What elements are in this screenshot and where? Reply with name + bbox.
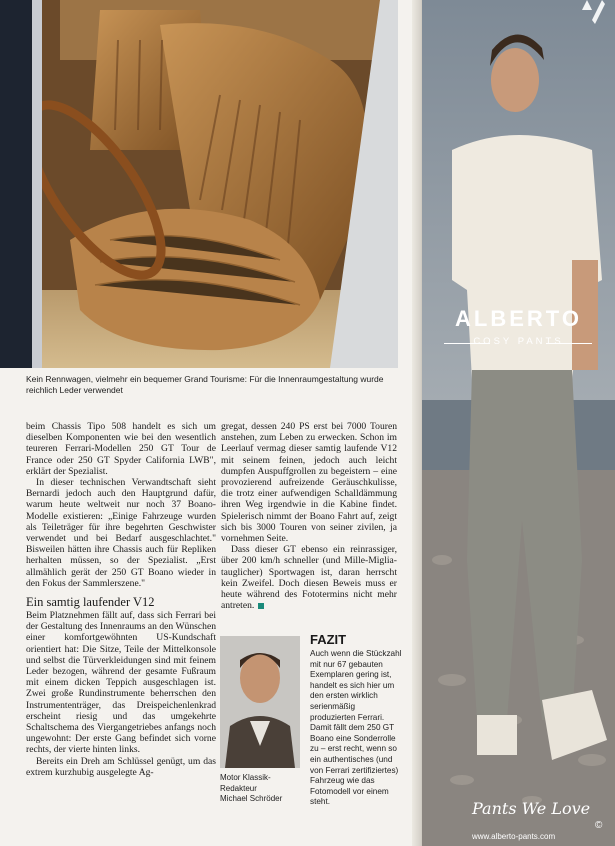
author-photo (220, 636, 300, 768)
copyright-mark: © (595, 820, 603, 831)
paragraph: gregat, dessen 240 PS erst bei 7000 Touren anstehen, zum Leben zu erwecken. Schon im Leerlauf vermag dieser samtig laufende V12 mit seinem feinen, jedoch auch leicht dumpfen Auspuffgrollen zu begeistern – eine provozierend aufreizende Geräuschkulisse, die trotz einer aufwendigen Schalldämmung ihren Weg irgendwie in die Kabine findet. Spielerisch nimmt der Boano Fahrt auf, zeigt sich bis 3000 Touren von seiner zivilen, ja vornehmen Seite. (221, 421, 397, 545)
author-portrait (220, 636, 300, 768)
ad-slogan: Pants We Love (472, 799, 591, 818)
alberto-advertisement (422, 0, 615, 846)
author-caption (220, 773, 302, 805)
brand-logo: ALBERTO (455, 306, 582, 331)
brand-tagline: COSY PANTS (473, 336, 564, 347)
article-end-icon (258, 603, 264, 609)
paragraph: Beim Platznehmen fällt auf, dass sich Ferrari bei der Gestaltung des Innenraums an den Wünschen einer komfortgewöhnten US-Kundschaft orientiert hat: Die Sitze, Teile der Mittelkonsole und selbst die Türverkleidungen sind mit feinem Leder bezogen, während der gesamte Fußraum mit einem dicken Teppich ausgeschlagen ist. Zwei große Rundinstrumente beherrschen den Instrumententräger, das Dreispeichenlenkrad erscheint riesig und das umgekehrte Schaltschema des Viergangetriebes anfangs noch ungewohnt: Der erste Gang befindet sich vorne rechts, der vierte hinten links. (26, 610, 216, 756)
ad-photo (422, 0, 615, 846)
car-interior-photo (0, 0, 398, 368)
fazit-box (310, 632, 402, 808)
paragraph-text: Dass dieser GT ebenso ein reinrassiger, über 200 km/h schneller (und Mille-Miglia-tauglicher) Sportwagen ist, daran herrscht kein Zweifel. Doch diesen Beweis muss er heute während des Fototermins nicht mehr antreten. (221, 544, 397, 612)
section-subhead: Ein samtig laufender V12 (26, 595, 155, 610)
fazit-heading: FAZIT (310, 632, 347, 647)
paragraph: beim Chassis Tipo 508 handelt es sich um dieselben Komponenten wie bei den wesentlich teureren Ferrari-Modellen 250 GT Tour de France oder 250 GT Spyder California LWB", erklärt der Spezialist. (26, 421, 216, 477)
paragraph (221, 544, 397, 611)
article-column-2 (221, 421, 397, 611)
photo-caption: Kein Rennwagen, vielmehr ein bequemer Grand Tourisme: Für die Innenraumgestaltung wurde reichlich Leder verwendet (26, 374, 384, 395)
article-column-1 (26, 421, 216, 778)
ad-url: www.alberto-pants.com (472, 832, 556, 841)
author-role: Motor Klassik- (220, 773, 271, 782)
leather-seat-illustration (0, 0, 398, 368)
fazit-body: Auch wenn die Stückzahl mit nur 67 gebauten Exemplaren gering ist, handelt es sich hier um den ersten wirklich serienmäßig produzierten Ferrari. Damit fällt dem 250 GT Boano eine Sonderrolle zu – erst recht, wenn so ein authentisches (und von Ferrari zertifiziertes) Fahrzeug wie das Fotomodell vor einem steht. (310, 649, 402, 807)
author-role: Redakteur (220, 783, 257, 793)
paragraph: Bereits ein Dreh am Schlüssel genügt, um das extrem kurzhubig ausgelegte Ag- (26, 755, 216, 778)
paragraph: In dieser technischen Verwandtschaft sieht Bernardi jedoch auch den Hauptgrund dafür, warum heute weltweit nur noch 37 Boano-Modelle existieren: „Einige Fahrzeuge wurden als Teileträger für ihre begehrten Geschwister verwendet und bei Bedarf ausgeschlachtet." Bisweilen hätten ihre Chassis auch für Repliken herhalten müssen, so der Spezialist. „Erst allmählich gerät der 250 GT Boano wieder in den Fokus der Sammlerszene." (26, 477, 216, 589)
author-name: Michael Schröder (220, 794, 283, 803)
